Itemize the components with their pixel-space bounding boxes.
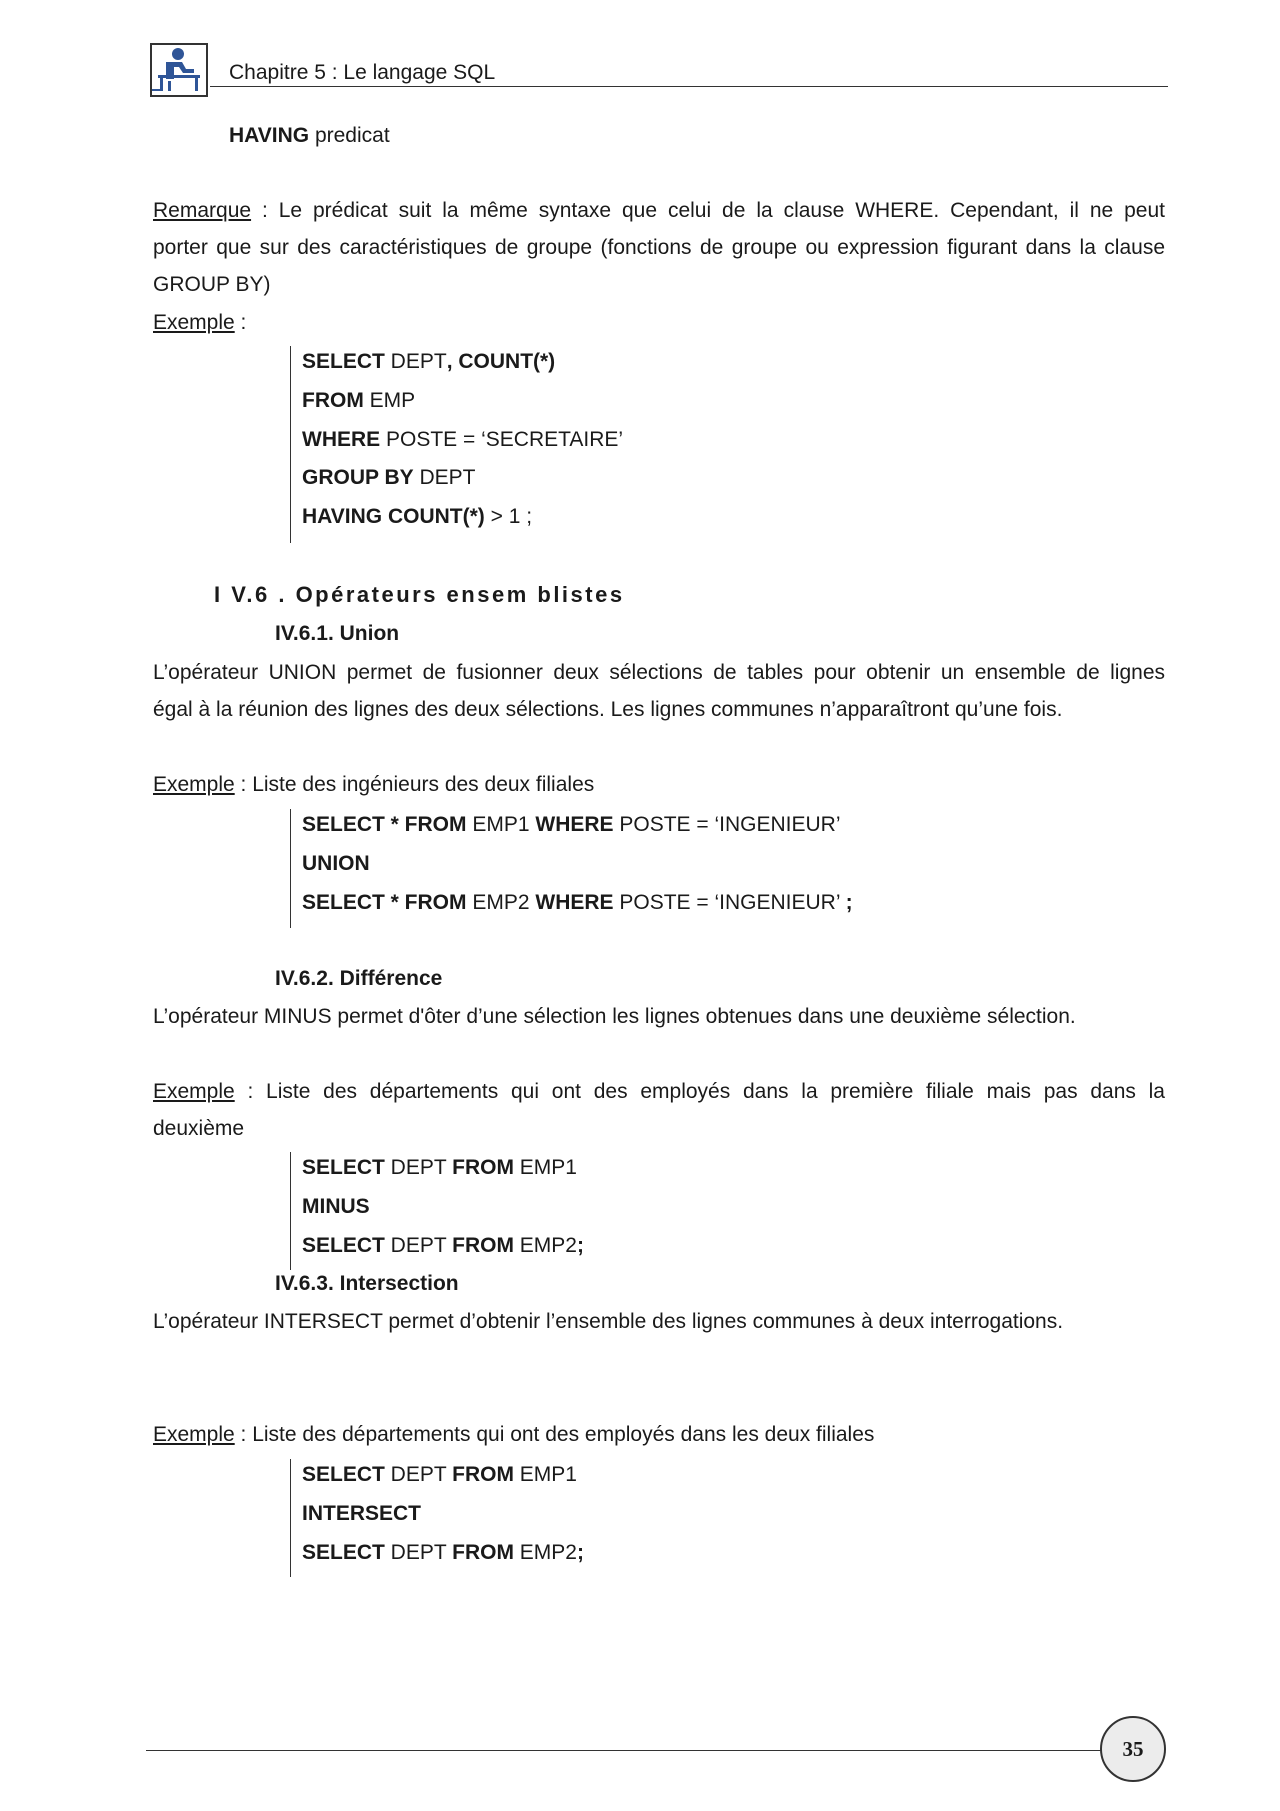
section-heading: I V.6 . Opérateurs ensem blistes: [214, 582, 625, 607]
remarque-text: : Le prédicat suit la même syntaxe que celui de la clause WHERE. Cependant, il ne peut: [251, 199, 1165, 222]
union-example-line: Exemple : Liste des ingénieurs des deux filiales: [153, 773, 595, 796]
code-line: WHERE POSTE = ‘SECRETAIRE’: [302, 428, 624, 451]
intersection-paragraph: L’opérateur INTERSECT permet d’obtenir l’ensemble des lignes communes à deux interrogations.: [153, 1310, 1064, 1333]
running-header-title: Chapitre 5 : Le langage SQL: [229, 61, 496, 84]
code-line: SELECT * FROM EMP2 WHERE POSTE = ‘INGENIEUR’ ;: [302, 891, 853, 914]
code-block-bar: [290, 346, 291, 543]
code-block-bar: [290, 1152, 291, 1270]
syntax-having-line: [229, 124, 390, 148]
header-rule: [210, 86, 1168, 87]
remarque-line-3: GROUP BY): [153, 273, 271, 296]
code-line: SELECT DEPT, COUNT(*): [302, 350, 556, 373]
keyword: HAVING: [229, 124, 310, 147]
code-line: HAVING COUNT(*) > 1 ;: [302, 505, 533, 528]
subsection-heading-union: IV.6.1. Union: [275, 622, 400, 645]
code-line: UNION: [302, 852, 370, 875]
difference-paragraph: L’opérateur MINUS permet d'ôter d’une sélection les lignes obtenues dans une deuxième sélection.: [153, 1005, 1076, 1028]
code-line: SELECT DEPT FROM EMP1: [302, 1463, 577, 1486]
example-label: Exemple: [153, 1080, 235, 1103]
code-line: FROM EMP: [302, 389, 416, 412]
code-line: INTERSECT: [302, 1502, 422, 1525]
code-line: MINUS: [302, 1195, 370, 1218]
code-block-bar: [290, 1459, 291, 1577]
difference-example-line-2: deuxième: [153, 1117, 245, 1140]
footer-rule: [146, 1750, 1103, 1751]
union-paragraph-line-2: égal à la réunion des lignes des deux sélections. Les lignes communes n’apparaîtront qu’une fois.: [153, 698, 1063, 721]
intersection-example-line: Exemple : Liste des départements qui ont des employés dans les deux filiales: [153, 1423, 875, 1446]
code-line: SELECT DEPT FROM EMP2;: [302, 1541, 584, 1564]
page-number: 35: [1100, 1716, 1166, 1782]
code-block-bar: [290, 809, 291, 928]
subsection-heading-difference: IV.6.2. Différence: [275, 967, 443, 990]
syntax-text: predicat: [309, 124, 390, 147]
example-label: Exemple: [153, 1423, 235, 1446]
union-paragraph-line-1: L’opérateur UNION permet de fusionner deux sélections de tables pour obtenir un ensemble de lignes: [153, 661, 1165, 684]
code-line: SELECT DEPT FROM EMP2;: [302, 1234, 584, 1257]
remarque-line-1: [153, 199, 1165, 223]
example-label-line: Exemple :: [153, 311, 247, 334]
example-label: Exemple: [153, 311, 235, 334]
code-line: SELECT * FROM EMP1 WHERE POSTE = ‘INGENIEUR’: [302, 813, 841, 836]
code-line: GROUP BY DEPT: [302, 466, 476, 489]
remarque-label: Remarque: [153, 199, 252, 222]
code-line: SELECT DEPT FROM EMP1: [302, 1156, 577, 1179]
example-label: Exemple: [153, 773, 235, 796]
remarque-line-2: porter que sur des caractéristiques de groupe (fonctions de groupe ou expression figurant dans la clause: [153, 236, 1165, 259]
subsection-heading-intersection: IV.6.3. Intersection: [275, 1272, 459, 1295]
person-at-desk-icon: [150, 43, 208, 97]
difference-example-line-1: Exemple : Liste des départements qui ont des employés dans la première filiale mais pas dans la: [153, 1080, 1165, 1103]
